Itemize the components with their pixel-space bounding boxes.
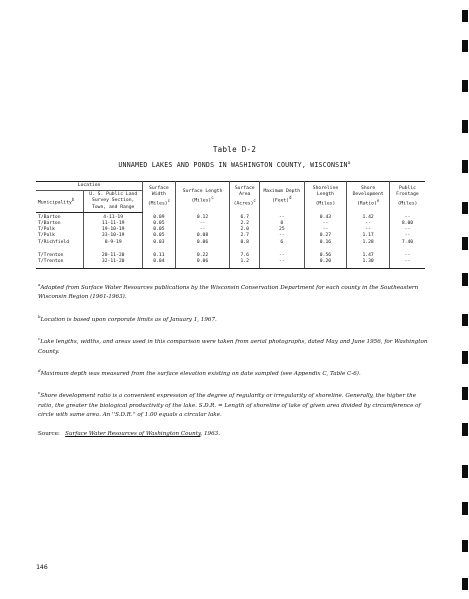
title-footnote-marker: a	[347, 161, 351, 166]
col-header-shore-dev: Shore Development (Ratio)$^e$	[347, 182, 390, 213]
source-line: Source: Surface Water Resources of Washington County, 1963.	[38, 430, 220, 437]
page-edge-index-marks	[461, 0, 469, 599]
table-row: T/Polk 19-10-19 0.05 -- 2.0 25 -- -- --	[38, 227, 411, 233]
table-title: UNNAMED LAKES AND PONDS IN WASHINGTON COUNTY, WISCONSIN$^a$	[118, 161, 351, 170]
col-header-municipality: Municipality$^b$	[36, 191, 84, 213]
footnote-d: $^d$Maximum depth was measured from the surface elevation existing on date sampled (see Appendix C, Table C-6).	[38, 368, 361, 377]
table-title-block	[0, 145, 469, 169]
row-spacer	[36, 246, 425, 253]
col-header-survey: U. S. Public Land Survey Section, Town, and Range	[84, 191, 143, 213]
footnote-e: $^e$Shore development ratio is a convenient expression of the degree of regularity or irregularity of shoreline. Generally, the higher the ratio, the greater the biological productivity of the lake. S.D.R. = Length of shoreline of lake of given area divided by circumference of circle with same area. An ''S.D.R.'' of 1.00 equals a circular lake.	[38, 390, 421, 419]
page-number: 146	[36, 563, 48, 571]
lakes-table	[36, 181, 425, 269]
footnote-a: $^a$Adapted from Surface Water Resources publications by the Wisconsin Conservation Department for each county in the Southeastern Wisconsin Region (1961-1963).	[38, 282, 419, 301]
col-header-depth: Maximum Depth (Feet)$^d$	[259, 182, 304, 213]
source-title: Surface Water Resources of Washington County	[65, 430, 201, 437]
col-header-width: Surface Width (Miles)$^c$	[143, 182, 176, 213]
table-row: T/Trenton 32-11-20 0.04 0.06 1.2 -- 0.20 1.30 --	[36, 259, 425, 269]
table-row: T/Barton 4-11-19 0.09 0.12 6.7 -- 0.43 1.42 --	[36, 212, 425, 221]
col-header-length: Surface Length (Miles)$^c$	[175, 182, 230, 213]
location-group-header: Location	[36, 182, 143, 191]
table-row: T/Barton 11-11-19 0.05 -- 2.2 8 -- -- 8.00	[38, 221, 414, 227]
footnotes	[38, 280, 428, 445]
table-row: T/Trenton 28-11-20 0.11 0.22 7.6 -- 0.56 1.47 --	[38, 252, 411, 258]
col-header-shoreline: Shoreline Length (Miles)	[304, 182, 347, 213]
footnote-b: $^b$Location is based upon corporate limits as of January 1, 1967.	[38, 313, 217, 323]
col-header-area: Surface Area (Acres)$^c$	[230, 182, 259, 213]
table-row: T/Polk 33-10-19 0.05 0.08 2.7 -- 0.27 1.17 --	[38, 233, 411, 239]
col-header-frontage: Public Frontage (Miles)	[389, 182, 425, 213]
footnote-c: $^c$Lake lengths, widths, and areas used in this comparison were taken from aerial photographs, dated May and June 1956, for Washington County.	[38, 336, 428, 355]
table-number: Table D-2	[212, 145, 257, 154]
table-row: T/Richfield 8-9-19 0.03 0.06 0.8 6 0.16 1.28 7.40	[38, 239, 414, 245]
